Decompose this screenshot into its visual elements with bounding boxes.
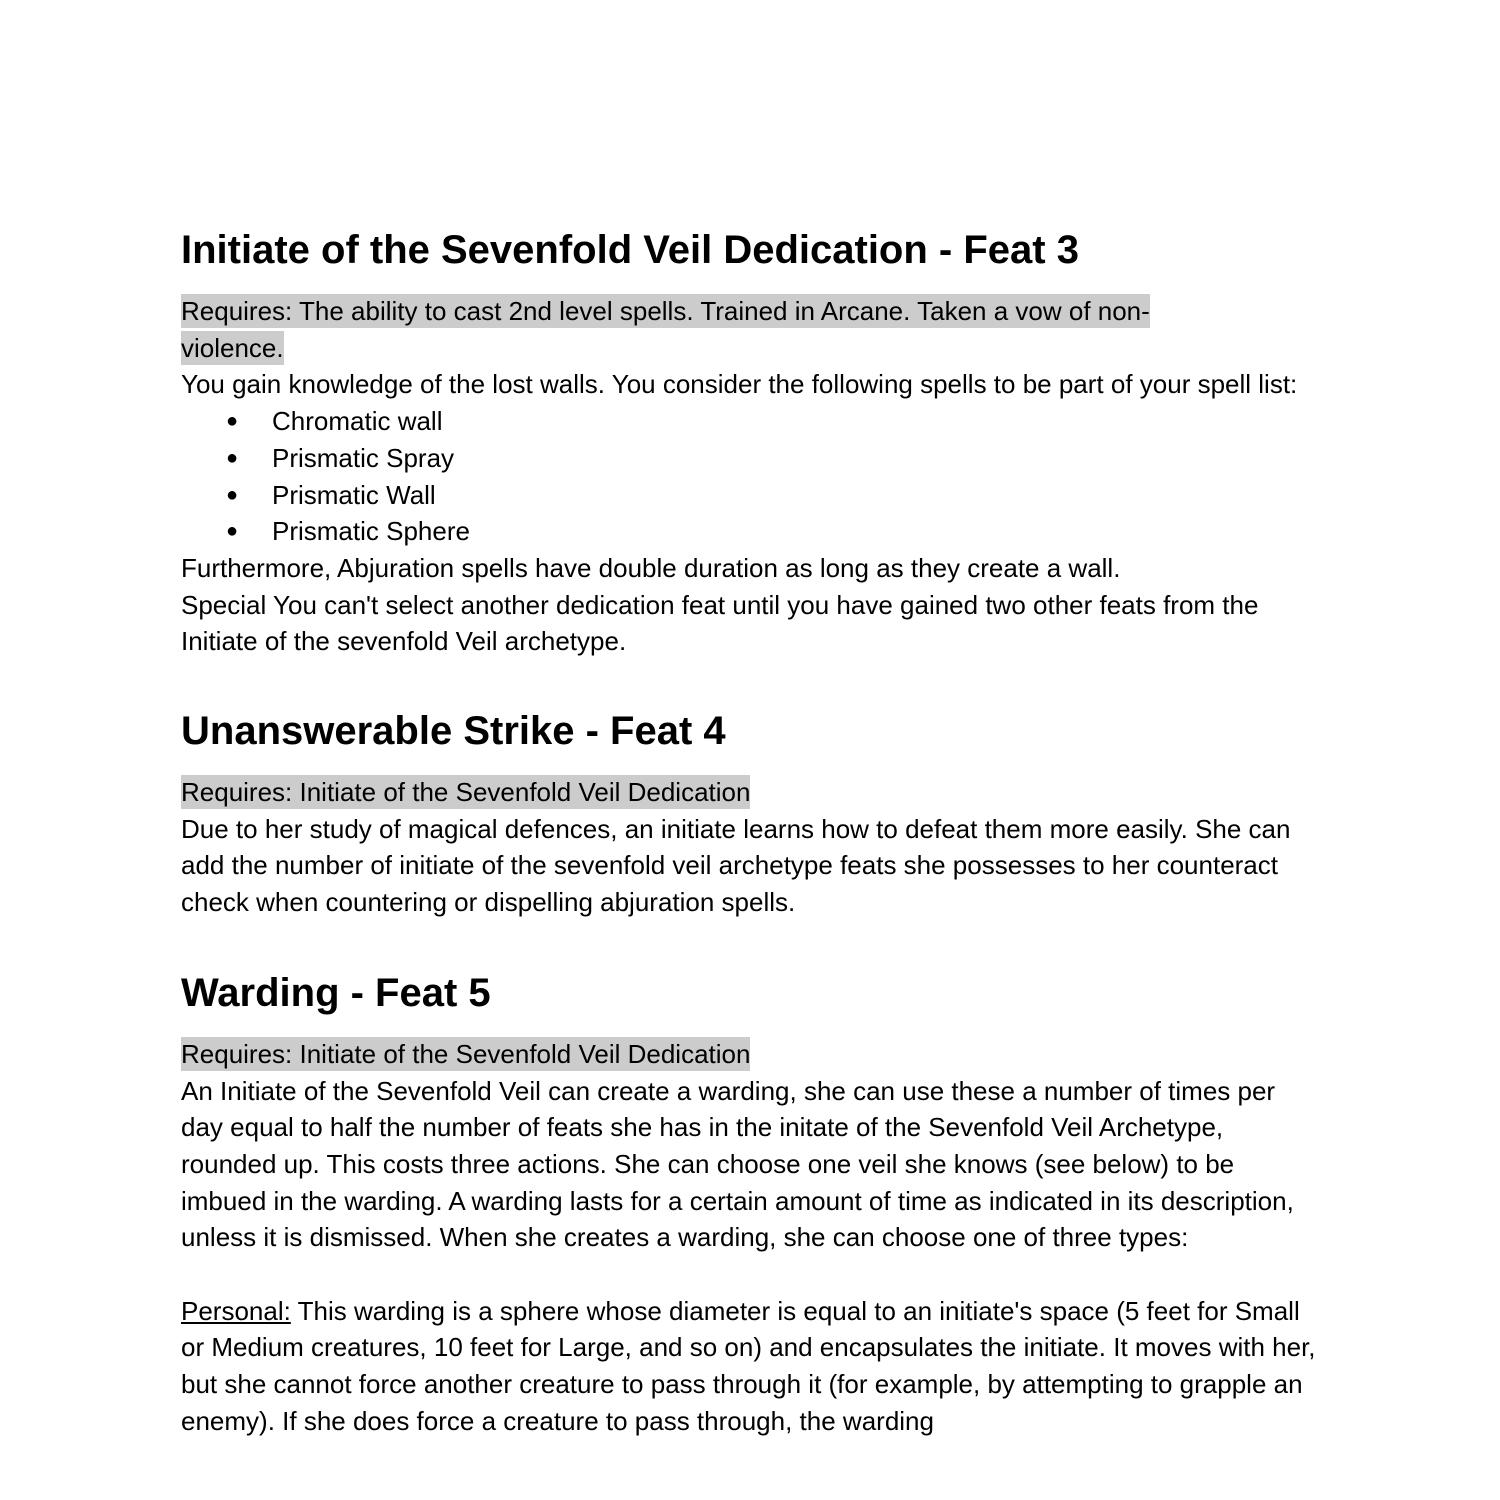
- bullet-icon: ●: [226, 446, 239, 469]
- special-text: Special You can't select another dedication feat until you have gained two other feats from the Initiate of the sevenfold Veil archetype.: [181, 589, 1259, 657]
- furthermore-text: Furthermore, Abjuration spells have double duration as long as they create a wall.: [181, 552, 1121, 583]
- requires-highlight: Requires: The ability to cast 2nd level spells. Trained in Arcane. Taken a vow of non-violence.: [181, 296, 1150, 363]
- bullet-icon: ●: [226, 520, 239, 543]
- list-item: [181, 403, 1321, 440]
- spell-name: Prismatic Sphere: [272, 516, 470, 547]
- spell-name: Prismatic Spray: [272, 442, 455, 473]
- personal-label: Personal:: [181, 1295, 291, 1326]
- feat-heading-warding: Warding - Feat 5: [181, 970, 491, 1015]
- list-item: [181, 513, 1321, 550]
- requires-line: [181, 774, 1321, 811]
- requires-line: [181, 1036, 1321, 1073]
- paragraph-gap: [181, 1256, 1321, 1293]
- list-item: [181, 440, 1321, 477]
- spell-name: Chromatic wall: [272, 406, 443, 437]
- feat-body-text: Due to her study of magical defences, an initiate learns how to defeat them more easily. She can add the number of initiate of the sevenfold veil archetype feats she possesses to her counteract check when countering or dispelling abjuration spells.: [181, 813, 1291, 918]
- requires-highlight: Requires: Initiate of the Sevenfold Veil Dedication: [181, 1038, 751, 1069]
- feat-body-text: An Initiate of the Sevenfold Veil can create a warding, she can use these a number of times per day equal to half the number of feats she has in the initate of the Sevenfold Veil Archetype, rounded up. This costs three actions. She can choose one veil she knows (see below) to be imbued in the warding. A warding lasts for a certain amount of time as indicated in its description, unless it is dismissed. When she creates a warding, she can choose one of three types:: [181, 1075, 1294, 1253]
- feat-intro-text: You gain knowledge of the lost walls. You consider the following spells to be part of your spell list:: [181, 369, 1298, 400]
- personal-description: This warding is a sphere whose diameter is equal to an initiate's space (5 feet for Small or Medium creatures, 10 feet for Large, and so on) and encapsulates the initiate. It moves with her, but she cannot force another creature to pass through it (for example, by attempting to grapple an enemy). If she does force a creature to pass through, the warding: [181, 1295, 1316, 1436]
- spell-list: [181, 403, 1321, 550]
- spell-name: Prismatic Wall: [272, 479, 436, 510]
- bullet-icon: ●: [226, 410, 239, 433]
- bullet-icon: ●: [226, 483, 239, 506]
- personal-warding-text: [181, 1293, 1321, 1440]
- requires-line: [181, 293, 1171, 366]
- feat-heading-unanswerable-strike: Unanswerable Strike - Feat 4: [181, 709, 726, 754]
- list-item: [181, 477, 1321, 514]
- requires-highlight: Requires: Initiate of the Sevenfold Veil Dedication: [181, 777, 751, 808]
- feat-heading-initiate-dedication: Initiate of the Sevenfold Veil Dedication - Feat 3: [181, 228, 1079, 272]
- document-page: [181, 224, 1321, 1440]
